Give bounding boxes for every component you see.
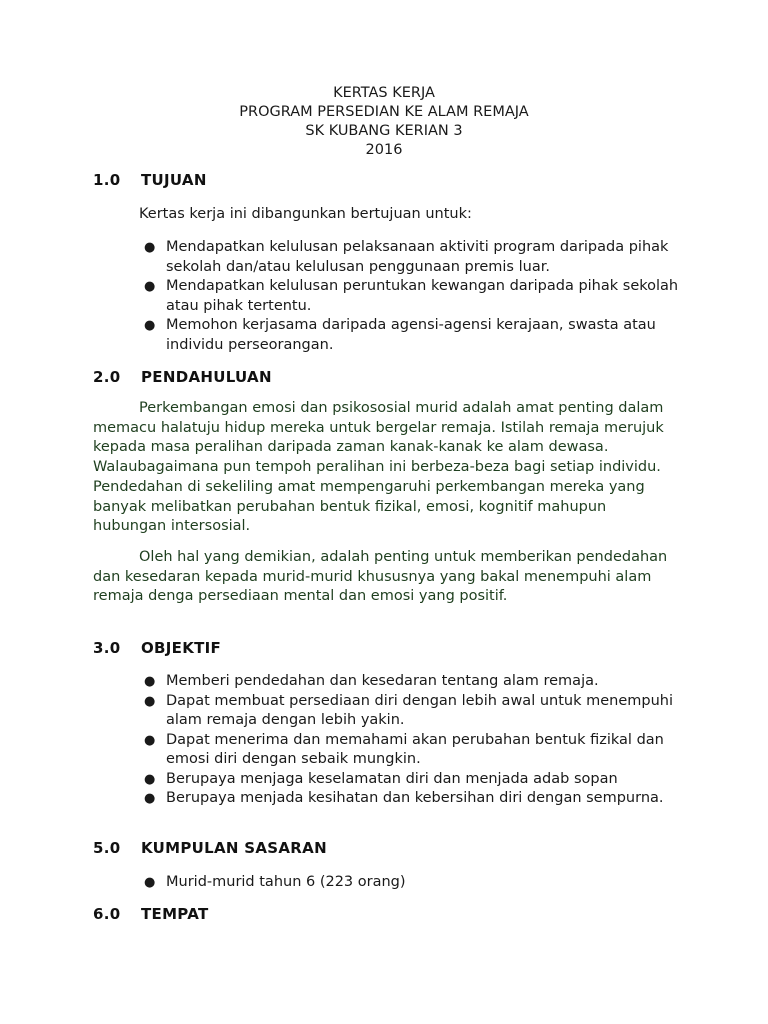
list-item-text: Dapat membuat persediaan diri dengan lebih awal untuk menempuhi alam remaja dengan lebih yakin. bbox=[166, 692, 673, 728]
section-heading-tempat bbox=[93, 905, 209, 923]
list-item bbox=[138, 316, 683, 355]
list-item-text: Dapat menerima dan memahami akan perubahan bentuk fizikal dan emosi diri dengan sebaik mungkin. bbox=[166, 731, 664, 767]
bullet-icon: ● bbox=[144, 318, 156, 333]
list-item bbox=[138, 770, 683, 790]
section-heading-sasaran bbox=[93, 839, 327, 857]
section-title: OBJEKTIF bbox=[141, 639, 222, 657]
list-item-text: Mendapatkan kelulusan pelaksanaan aktiviti program daripada pihak sekolah dan/atau kelulusan penggunaan premis luar. bbox=[166, 239, 669, 275]
list-item-text: Berupaya menjaga keselamatan diri dan menjada adab sopan bbox=[166, 770, 618, 787]
paragraph-text: Perkembangan emosi dan psikososial murid adalah amat penting dalam memacu halatuju hidup mereka untuk bergelar remaja. Istilah remaja merujuk kepada masa peralihan daripada zaman kanak-kanak ke alam dewasa. Walaubagaimana pun tempoh peralihan ini berbeza-beza bagi setiap individu. Pendedahan di sekeliling amat mempengaruhi perkembangan mereka yang banyak melibatkan perubahan bentuk fizikal, emosi, kognitif mahupun hubungan intersosial. bbox=[93, 400, 664, 535]
pendahuluan-paragraph-1 bbox=[93, 399, 683, 537]
bullet-icon: ● bbox=[144, 875, 156, 890]
list-item-text: Berupaya menjada kesihatan dan kebersihan diri dengan sempurna. bbox=[166, 790, 664, 806]
bullet-icon: ● bbox=[144, 279, 156, 294]
section-number: 2.0 bbox=[93, 368, 121, 386]
bullet-icon: ● bbox=[144, 771, 156, 787]
document-title bbox=[0, 84, 768, 160]
title-line-4: 2016 bbox=[365, 142, 403, 158]
section-title: TEMPAT bbox=[141, 905, 209, 923]
tujuan-list bbox=[138, 238, 683, 355]
list-item bbox=[138, 873, 683, 893]
tujuan-intro: Kertas kerja ini dibangunkan bertujuan untuk: bbox=[139, 206, 472, 222]
list-item bbox=[138, 692, 683, 731]
paragraph-text: Oleh hal yang demikian, adalah penting untuk memberikan pendedahan dan kesedaran kepada murid-murid khususnya yang bakal menempuhi alam remaja denga persediaan mental dan emosi yang positif. bbox=[93, 549, 668, 605]
list-item bbox=[138, 277, 683, 316]
section-title: KUMPULAN SASARAN bbox=[141, 839, 327, 857]
pendahuluan-paragraph-2 bbox=[93, 548, 683, 607]
list-item bbox=[138, 789, 683, 809]
list-item-text: Memberi pendedahan dan kesedaran tentang alam remaja. bbox=[166, 673, 599, 689]
section-heading-objektif bbox=[93, 639, 221, 657]
sasaran-list bbox=[138, 873, 683, 893]
bullet-icon: ● bbox=[144, 732, 156, 748]
list-item bbox=[138, 672, 683, 692]
bullet-icon: ● bbox=[144, 240, 156, 255]
section-heading-tujuan bbox=[93, 171, 207, 189]
section-number: 5.0 bbox=[93, 839, 121, 857]
bullet-icon: ● bbox=[144, 791, 156, 806]
list-item-text: Murid-murid tahun 6 (223 orang) bbox=[166, 874, 406, 890]
section-number: 3.0 bbox=[93, 639, 121, 657]
objektif-list bbox=[138, 672, 683, 809]
bullet-icon: ● bbox=[144, 674, 156, 689]
list-item bbox=[138, 731, 683, 770]
section-number: 1.0 bbox=[93, 171, 121, 189]
list-item-text: Mendapatkan kelulusan peruntukan kewangan daripada pihak sekolah atau pihak tertentu. bbox=[166, 278, 679, 314]
section-number: 6.0 bbox=[93, 905, 121, 923]
bullet-icon: ● bbox=[144, 693, 156, 709]
section-title: PENDAHULUAN bbox=[141, 368, 272, 386]
title-line-2: PROGRAM PERSEDIAN KE ALAM REMAJA bbox=[239, 104, 529, 120]
list-item-text: Memohon kerjasama daripada agensi-agensi kerajaan, swasta atau individu perseorangan. bbox=[166, 317, 656, 353]
section-heading-pendahuluan bbox=[93, 368, 272, 386]
title-line-3: SK KUBANG KERIAN 3 bbox=[305, 123, 463, 139]
title-line-1: KERTAS KERJA bbox=[333, 85, 435, 101]
section-title: TUJUAN bbox=[141, 171, 207, 189]
list-item bbox=[138, 238, 683, 277]
